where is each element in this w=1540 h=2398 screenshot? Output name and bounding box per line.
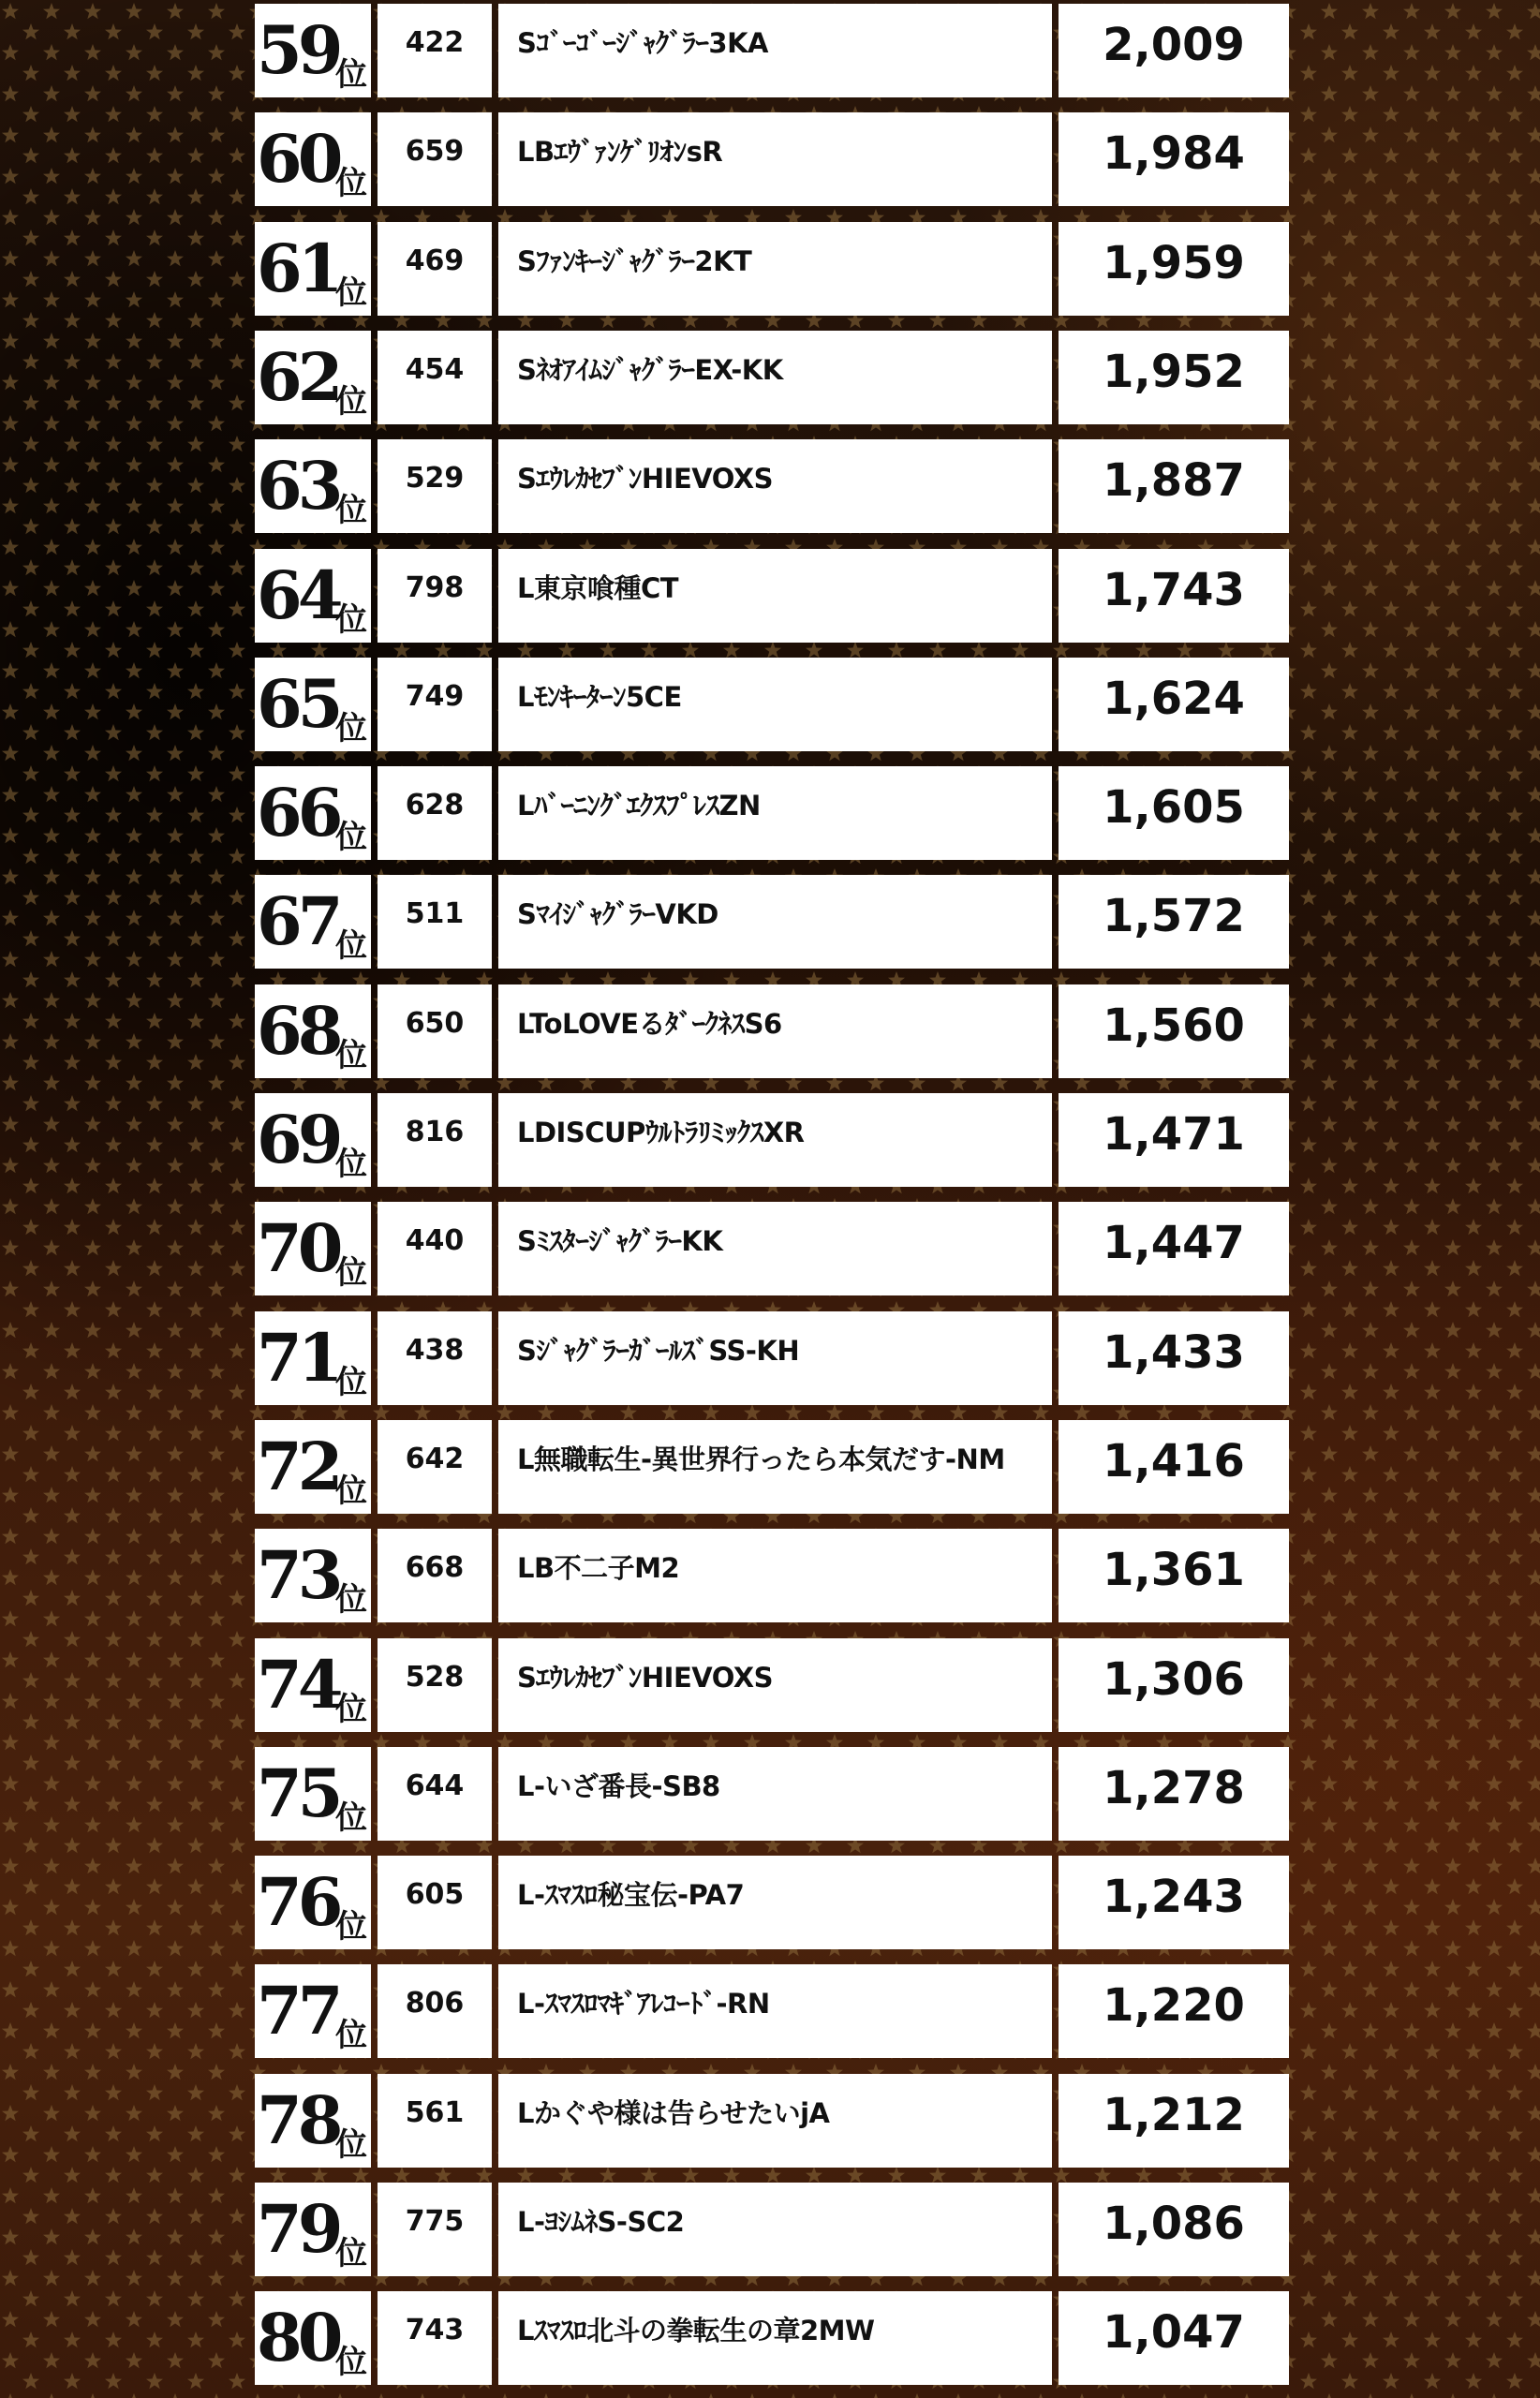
value-cell <box>1059 1311 1289 1405</box>
machine-name-cell <box>498 984 1052 1078</box>
value-cell <box>1059 1638 1289 1732</box>
rank-cell <box>255 439 371 533</box>
value-cell <box>1059 331 1289 424</box>
machine-name-cell <box>498 1638 1052 1732</box>
rank-number: 72 <box>257 1427 339 1505</box>
machine-name-cell <box>498 1311 1052 1405</box>
machine-name: LﾊﾞｰﾆﾝｸﾞｴｸｽﾌﾟﾚｽZN <box>517 790 761 822</box>
machine-number: 642 <box>405 1442 465 1475</box>
machine-name-cell <box>498 1856 1052 1949</box>
value: 1,605 <box>1103 781 1245 835</box>
ranking-row <box>255 2291 1289 2385</box>
machine-name-cell <box>498 549 1052 643</box>
machine-number: 668 <box>405 1551 465 1585</box>
rank-suffix: 位 <box>335 1363 367 1401</box>
rank-cell <box>255 4 371 97</box>
machine-number-cell <box>378 1093 492 1187</box>
machine-number: 605 <box>405 1878 465 1912</box>
rank-number: 63 <box>257 447 339 525</box>
machine-number-cell <box>378 2183 492 2276</box>
rank-number: 61 <box>257 229 339 307</box>
rank-suffix: 位 <box>335 274 367 312</box>
value: 1,887 <box>1103 454 1245 508</box>
value-cell <box>1059 1529 1289 1622</box>
rank-number: 67 <box>257 882 339 961</box>
machine-name: SﾈｵｱｲﾑｼﾞｬｸﾞﾗｰEX-KK <box>517 353 783 386</box>
value: 1,743 <box>1103 563 1245 616</box>
value: 1,624 <box>1103 672 1245 725</box>
rank-cell <box>255 875 371 969</box>
rank-number: 68 <box>257 991 339 1070</box>
rank-suffix: 位 <box>335 709 367 748</box>
machine-number-cell <box>378 439 492 533</box>
machine-number: 561 <box>405 2095 465 2129</box>
value-cell <box>1059 1856 1289 1949</box>
rank-suffix: 位 <box>335 1146 367 1183</box>
machine-name-cell <box>498 331 1052 424</box>
rank-number: 77 <box>257 1972 339 2050</box>
rank-suffix: 位 <box>335 1908 367 1947</box>
ranking-row <box>255 1311 1289 1405</box>
value-cell <box>1059 766 1289 860</box>
machine-name: L-ｽﾏｽﾛﾏｷﾞｱﾚｺｰﾄﾞ-RN <box>517 1988 770 2021</box>
value: 1,959 <box>1103 236 1245 289</box>
machine-name-cell <box>498 658 1052 751</box>
value: 1,047 <box>1103 2306 1245 2360</box>
rank-suffix: 位 <box>335 1472 367 1510</box>
rank-cell <box>255 1420 371 1514</box>
machine-number-cell <box>378 1638 492 1732</box>
ranking-row <box>255 549 1289 643</box>
value-cell <box>1059 112 1289 206</box>
machine-name: SﾏｲｼﾞｬｸﾞﾗｰVKD <box>517 898 718 931</box>
rank-cell <box>255 112 371 206</box>
value: 1,306 <box>1103 1652 1245 1706</box>
rank-cell <box>255 1747 371 1841</box>
rank-suffix: 位 <box>335 1254 367 1293</box>
rank-cell <box>255 766 371 860</box>
machine-number: 469 <box>405 244 465 277</box>
value: 1,086 <box>1103 2198 1245 2250</box>
value: 1,433 <box>1103 1325 1245 1379</box>
rank-number: 70 <box>257 1209 339 1288</box>
machine-number-cell <box>378 2074 492 2168</box>
machine-number-cell <box>378 1964 492 2058</box>
machine-name: LToLOVEるﾀﾞｰｸﾈｽS6 <box>517 1007 782 1040</box>
rank-number: 64 <box>257 555 339 634</box>
ranking-row <box>255 984 1289 1078</box>
rank-cell <box>255 2074 371 2168</box>
rank-cell <box>255 2183 371 2276</box>
machine-name-cell <box>498 439 1052 533</box>
rank-cell <box>255 1311 371 1405</box>
machine-number: 644 <box>405 1769 465 1802</box>
rank-suffix: 位 <box>335 492 367 530</box>
value-cell <box>1059 1093 1289 1187</box>
rank-number: 78 <box>257 2080 339 2159</box>
rank-cell <box>255 222 371 316</box>
value-cell <box>1059 4 1289 97</box>
value-cell <box>1059 2291 1289 2385</box>
machine-name-cell <box>498 1529 1052 1622</box>
machine-number-cell <box>378 222 492 316</box>
value-cell <box>1059 439 1289 533</box>
machine-number: 454 <box>405 352 465 386</box>
machine-name: Sｺﾞｰｺﾞｰｼﾞｬｸﾞﾗｰ3KA <box>517 27 768 59</box>
machine-name-cell <box>498 1202 1052 1295</box>
rank-suffix: 位 <box>335 1690 367 1728</box>
machine-number: 529 <box>405 462 465 496</box>
value-cell <box>1059 222 1289 316</box>
machine-name: SｼﾞｬｸﾞﾗｰｶﾞｰﾙｽﾞSS-KH <box>517 1334 800 1367</box>
rank-cell <box>255 1964 371 2058</box>
machine-name: L-ｽﾏｽﾛ秘宝伝-PA7 <box>517 1879 745 1912</box>
rank-suffix: 位 <box>335 165 367 203</box>
rank-suffix: 位 <box>335 2235 367 2272</box>
rank-cell <box>255 1529 371 1622</box>
machine-name-cell <box>498 2183 1052 2276</box>
machine-number-cell <box>378 1420 492 1514</box>
machine-name: L東京喰種CT <box>517 571 679 604</box>
machine-number: 806 <box>405 1987 465 2021</box>
value-cell <box>1059 1420 1289 1514</box>
machine-name: LBｴｳﾞｧﾝｹﾞﾘｵﾝsR <box>517 136 723 169</box>
rank-suffix: 位 <box>335 600 367 639</box>
value-cell <box>1059 1202 1289 1295</box>
rank-cell <box>255 984 371 1078</box>
ranking-row <box>255 2074 1289 2168</box>
machine-name-cell <box>498 1747 1052 1841</box>
value-cell <box>1059 984 1289 1078</box>
machine-number-cell <box>378 1311 492 1405</box>
machine-number: 511 <box>405 897 465 931</box>
machine-name-cell <box>498 222 1052 316</box>
machine-number-cell <box>378 112 492 206</box>
rank-suffix: 位 <box>335 927 367 966</box>
value: 1,984 <box>1103 127 1245 181</box>
rank-cell <box>255 658 371 751</box>
rank-suffix: 位 <box>335 1036 367 1074</box>
rank-number: 80 <box>257 2299 339 2377</box>
value: 1,416 <box>1103 1434 1245 1488</box>
machine-number-cell <box>378 4 492 97</box>
ranking-row <box>255 2183 1289 2276</box>
rank-suffix: 位 <box>335 2017 367 2055</box>
machine-name: L-ﾖｼﾑﾈS-SC2 <box>517 2206 685 2238</box>
machine-number: 749 <box>405 679 465 713</box>
machine-name-cell <box>498 766 1052 860</box>
machine-number: 775 <box>405 2205 465 2238</box>
machine-name-cell <box>498 1093 1052 1187</box>
value: 1,952 <box>1103 345 1245 398</box>
value: 1,220 <box>1103 1979 1245 2033</box>
machine-number-cell <box>378 331 492 424</box>
rank-cell <box>255 1202 371 1295</box>
rank-suffix: 位 <box>335 56 367 94</box>
value: 1,243 <box>1103 1871 1245 1924</box>
rank-suffix: 位 <box>335 382 367 421</box>
rank-cell <box>255 2291 371 2385</box>
rank-number: 59 <box>257 11 339 89</box>
rank-cell <box>255 1093 371 1187</box>
rank-number: 69 <box>257 1101 339 1178</box>
ranking-row <box>255 1529 1289 1622</box>
rank-number: 76 <box>257 1863 339 1942</box>
value: 1,278 <box>1103 1761 1245 1814</box>
machine-name: Lかぐや様は告らせたいjA <box>517 2096 830 2129</box>
rank-suffix: 位 <box>335 2125 367 2164</box>
rank-number: 79 <box>257 2190 339 2268</box>
machine-name: L-いざ番長-SB8 <box>517 1769 720 1802</box>
ranking-row <box>255 766 1289 860</box>
machine-number-cell <box>378 984 492 1078</box>
machine-name-cell <box>498 1420 1052 1514</box>
rank-number: 74 <box>257 1645 339 1724</box>
value: 1,447 <box>1103 1217 1245 1270</box>
value: 1,212 <box>1103 2088 1245 2141</box>
rank-number: 66 <box>257 774 339 852</box>
rank-number: 75 <box>257 1754 339 1832</box>
value-cell <box>1059 1747 1289 1841</box>
ranking-row <box>255 1638 1289 1732</box>
rank-number: 65 <box>257 664 339 743</box>
machine-number-cell <box>378 549 492 643</box>
machine-name-cell <box>498 4 1052 97</box>
rank-number: 60 <box>257 120 339 199</box>
value: 1,572 <box>1103 890 1245 943</box>
rank-number: 62 <box>257 337 339 416</box>
rank-number: 73 <box>257 1536 339 1615</box>
machine-number-cell <box>378 766 492 860</box>
ranking-row <box>255 112 1289 206</box>
machine-name: LDISCUPｳﾙﾄﾗﾘﾐｯｸｽXR <box>517 1117 805 1148</box>
ranking-row <box>255 1202 1289 1295</box>
machine-number-cell <box>378 2291 492 2385</box>
machine-name-cell <box>498 1964 1052 2058</box>
machine-name-cell <box>498 2291 1052 2385</box>
rank-cell <box>255 331 371 424</box>
ranking-row <box>255 222 1289 316</box>
value: 2,009 <box>1103 19 1245 71</box>
machine-name: Lﾓﾝｷｰﾀｰﾝ5CE <box>517 680 682 713</box>
value-cell <box>1059 1964 1289 2058</box>
value: 1,361 <box>1103 1544 1245 1597</box>
machine-number-cell <box>378 875 492 969</box>
ranking-row <box>255 1856 1289 1949</box>
ranking-row <box>255 4 1289 97</box>
rank-suffix: 位 <box>335 1581 367 1620</box>
value-cell <box>1059 875 1289 969</box>
machine-number: 650 <box>405 1006 465 1040</box>
machine-name-cell <box>498 112 1052 206</box>
ranking-row <box>255 1420 1289 1514</box>
rank-cell <box>255 549 371 643</box>
machine-number: 440 <box>405 1224 465 1258</box>
machine-number: 422 <box>405 26 465 59</box>
machine-number: 528 <box>405 1660 465 1694</box>
machine-number-cell <box>378 658 492 751</box>
ranking-row <box>255 658 1289 751</box>
machine-name-cell <box>498 2074 1052 2168</box>
ranking-row <box>255 439 1289 533</box>
machine-number-cell <box>378 1529 492 1622</box>
rank-number: 71 <box>257 1318 339 1397</box>
machine-name: Lｽﾏｽﾛ北斗の拳転生の章2MW <box>517 2315 875 2347</box>
value-cell <box>1059 2074 1289 2168</box>
ranking-row <box>255 875 1289 969</box>
machine-number: 798 <box>405 570 465 604</box>
rank-cell <box>255 1638 371 1732</box>
machine-name: SｴｳﾚｶｾﾌﾞﾝHIEVOXS <box>517 1661 774 1694</box>
machine-name: SﾐｽﾀｰｼﾞｬｸﾞﾗｰKK <box>517 1225 723 1258</box>
value: 1,560 <box>1103 999 1245 1052</box>
rank-suffix: 位 <box>335 2344 367 2382</box>
machine-number-cell <box>378 1202 492 1295</box>
machine-number: 438 <box>405 1333 465 1367</box>
machine-number: 743 <box>405 2314 465 2347</box>
rank-cell <box>255 1856 371 1949</box>
machine-number: 628 <box>405 789 465 822</box>
rank-suffix: 位 <box>335 819 367 857</box>
ranking-row <box>255 1747 1289 1841</box>
machine-number: 816 <box>405 1116 465 1148</box>
machine-name: LB不二子M2 <box>517 1552 680 1585</box>
value-cell <box>1059 2183 1289 2276</box>
value-cell <box>1059 658 1289 751</box>
machine-name: Sﾌｧﾝｷｰｼﾞｬｸﾞﾗｰ2KT <box>517 244 752 277</box>
machine-name: L無職転生-異世界行ったら本気だす-NM <box>517 1443 1005 1475</box>
machine-number-cell <box>378 1856 492 1949</box>
ranking-row <box>255 1964 1289 2058</box>
ranking-row <box>255 1093 1289 1187</box>
machine-name: SｴｳﾚｶｾﾌﾞﾝHIEVOXS <box>517 463 774 496</box>
machine-number: 659 <box>405 135 465 169</box>
machine-name-cell <box>498 875 1052 969</box>
machine-number-cell <box>378 1747 492 1841</box>
rank-suffix: 位 <box>335 1798 367 1837</box>
value-cell <box>1059 549 1289 643</box>
ranking-row <box>255 331 1289 424</box>
value: 1,471 <box>1103 1108 1245 1161</box>
